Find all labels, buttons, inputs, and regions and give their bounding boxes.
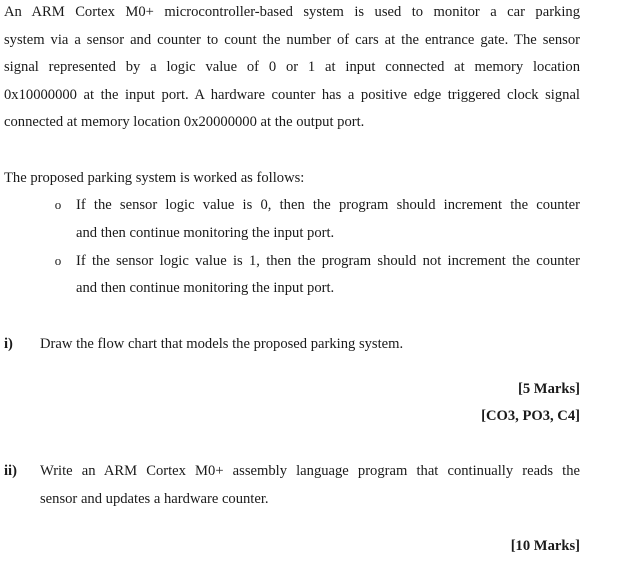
question-1-number: i)	[4, 336, 13, 352]
intro-line-3: signal represented by a logic value of 0 or 1 at input connected at memory location	[4, 59, 580, 75]
bullet-1-line-2: and then continue monitoring the input port.	[76, 225, 335, 241]
bullet-1-line-1: If the sensor logic value is 0, then the program should increment the counter	[76, 197, 580, 213]
question-2-marks: [10 Marks]	[510, 538, 580, 554]
intro-line-1: An ARM Cortex M0+ microcontroller-based system is used to monitor a car parking	[4, 4, 580, 20]
intro-line-4: 0x10000000 at the input port. A hardware counter has a positive edge triggered clock signal	[4, 87, 580, 103]
question-2-text-line-1: Write an ARM Cortex M0+ assembly language program that continually reads the	[40, 463, 580, 479]
bullet-marker: o	[54, 253, 62, 268]
bullet-marker: o	[54, 197, 62, 212]
question-2-number: ii)	[4, 463, 17, 479]
intro-line-5: connected at memory location 0x20000000 at the output port.	[4, 114, 365, 130]
bullet-2-line-1: If the sensor logic value is 1, then the program should not increment the counter	[76, 253, 580, 269]
question-1-outcomes: [CO3, PO3, C4]	[481, 408, 580, 424]
question-1-marks: [5 Marks]	[517, 381, 580, 397]
question-2-text-line-2: sensor and updates a hardware counter.	[40, 491, 269, 507]
intro-line-2: system via a sensor and counter to count the number of cars at the entrance gate. The sensor	[4, 32, 580, 48]
question-1-text: Draw the flow chart that models the proposed parking system.	[40, 336, 404, 352]
system-heading: The proposed parking system is worked as follows:	[4, 170, 305, 186]
bullet-2-line-2: and then continue monitoring the input port.	[76, 280, 335, 296]
